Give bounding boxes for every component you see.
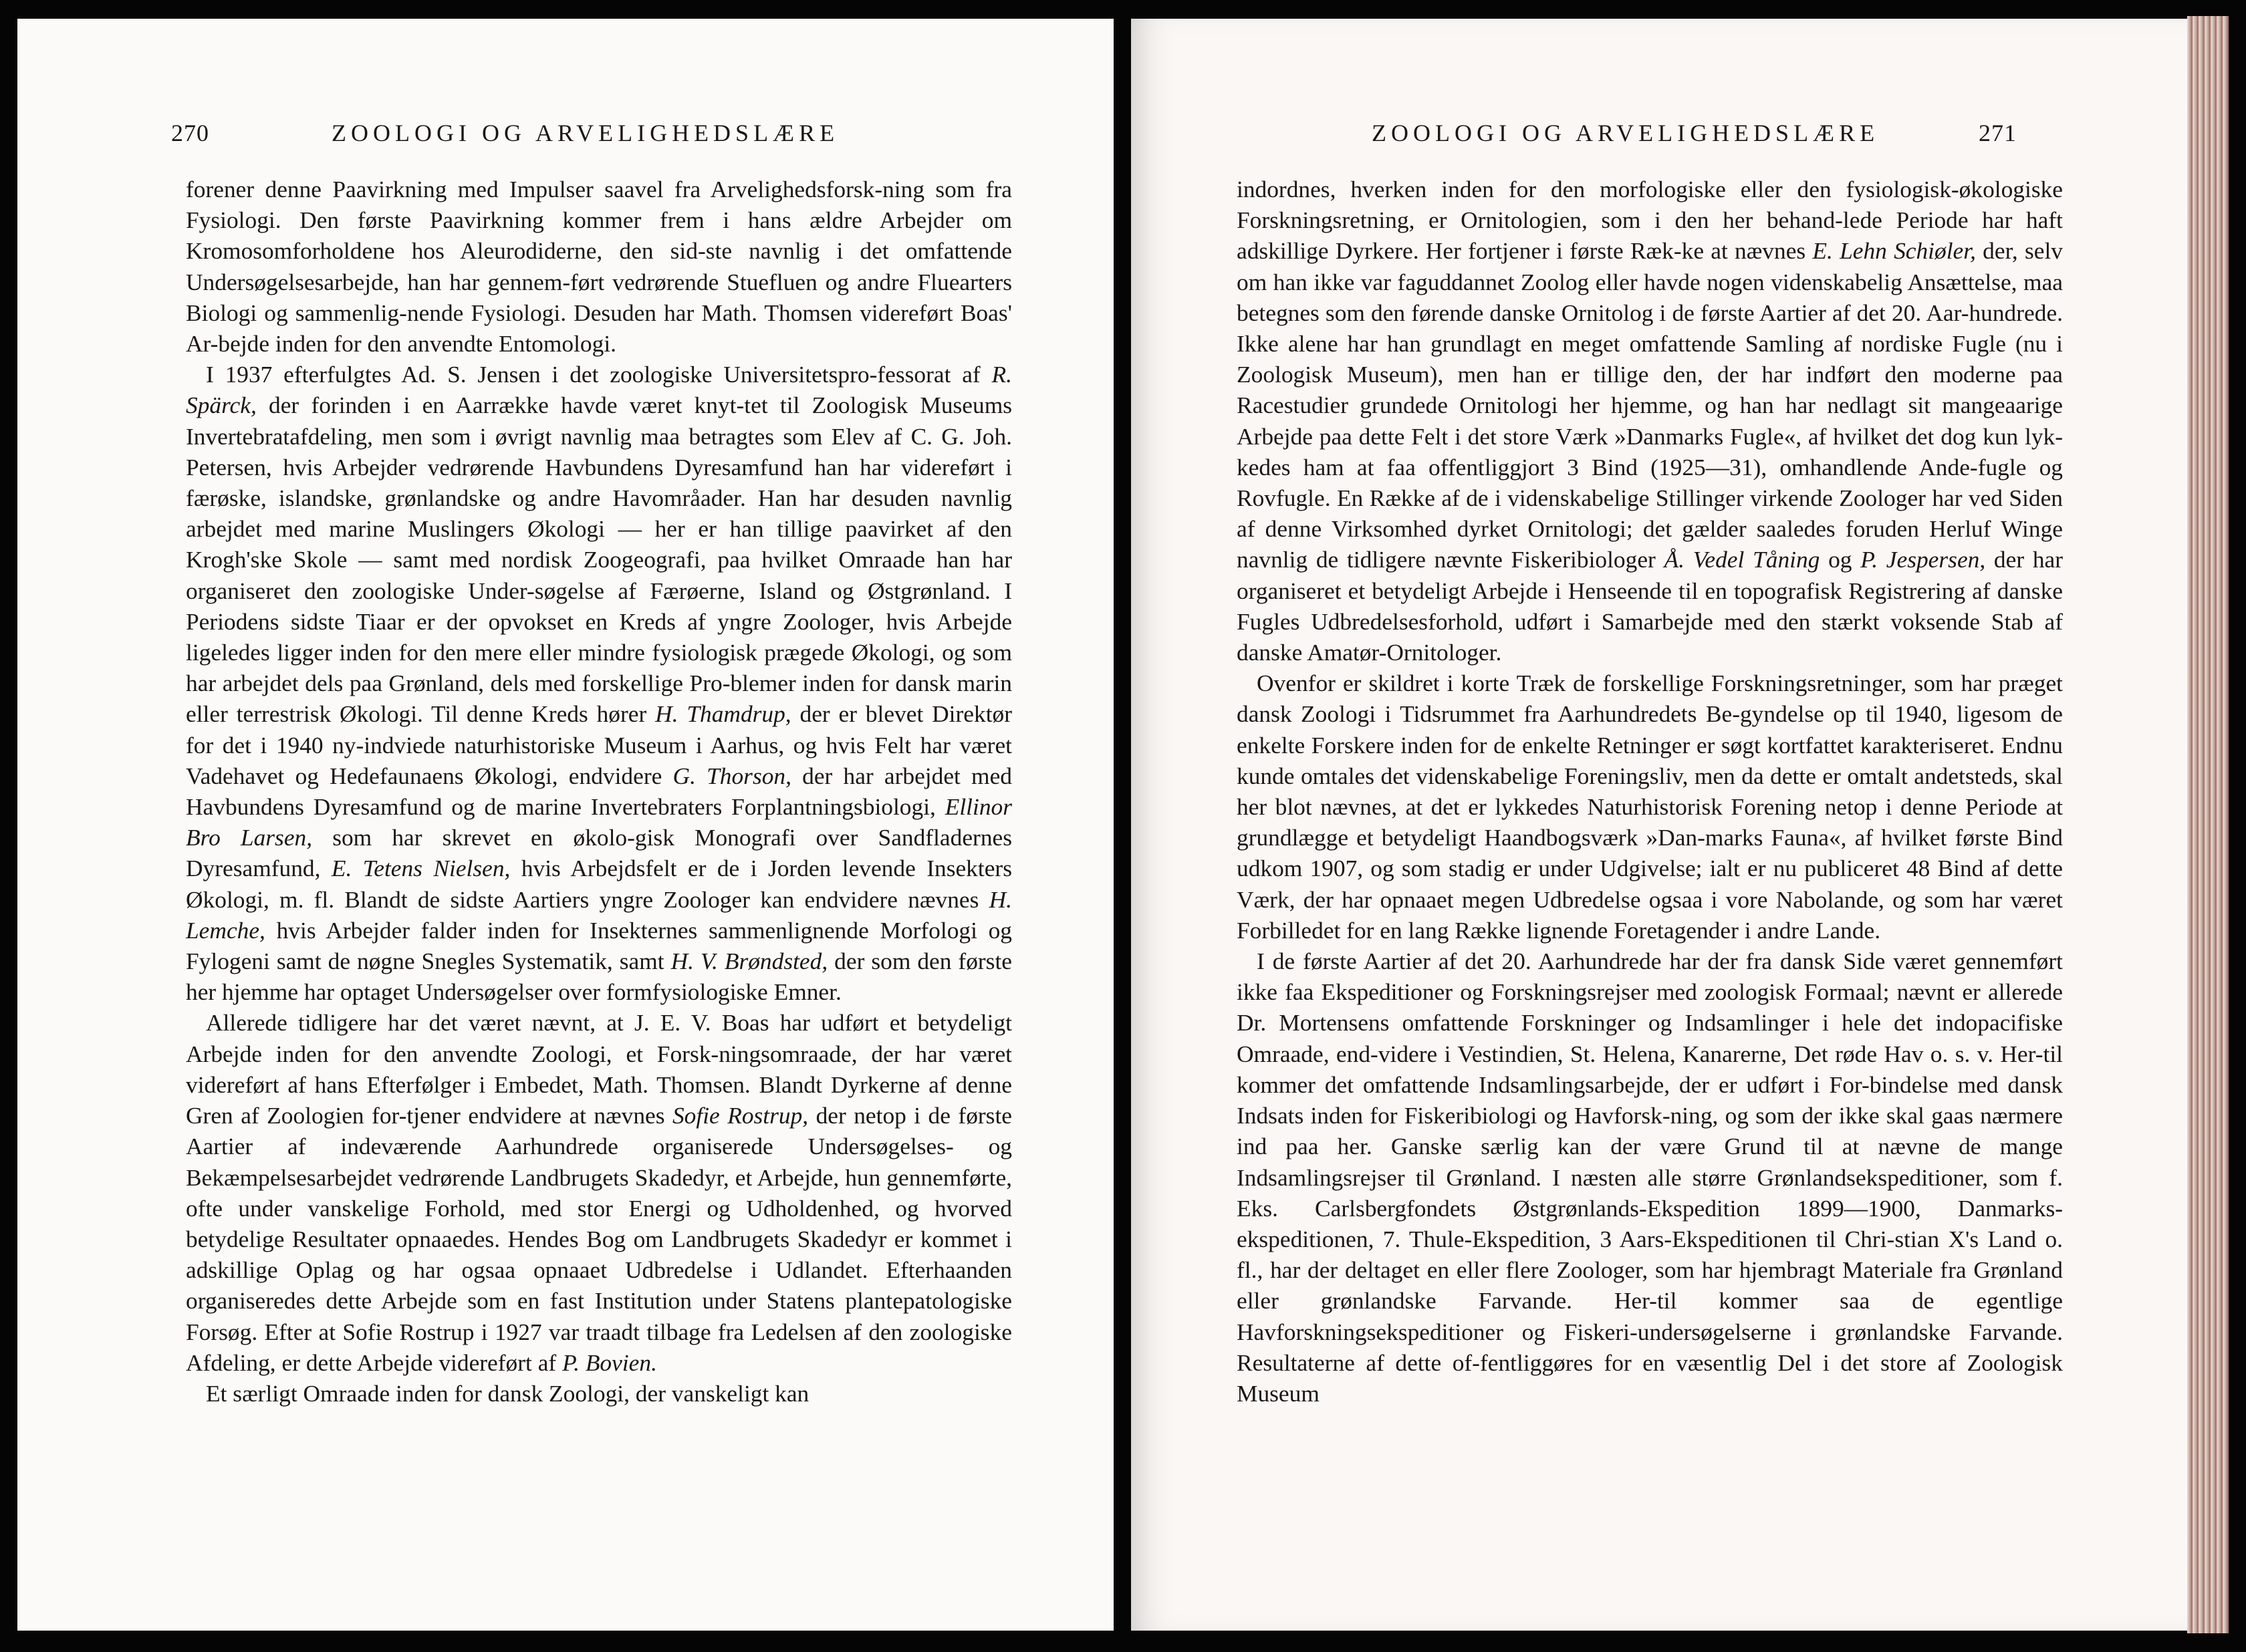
paragraph — [186, 359, 1012, 1007]
left-body-text — [186, 174, 1012, 1409]
text-run: der som den første her hjemme har optaget Undersøgelser over formfysiologiske Emner. — [186, 948, 1012, 1006]
italic-name: H. Thamdrup, — [655, 700, 791, 728]
italic-name: Å. Vedel Tåning — [1664, 546, 1820, 573]
left-running-title: ZOOLOGI OG ARVELIGHEDSLÆRE — [332, 120, 840, 146]
paragraph — [186, 1378, 1012, 1409]
italic-name: P. Jespersen, — [1860, 546, 1986, 573]
text-run: som har skrevet en økolo-gisk Monografi over Sandfladernes Dyresamfund, — [186, 824, 1012, 882]
right-page-number: 271 — [1979, 120, 2017, 146]
text-run: der forinden i en Aarrække havde været knyt-tet til Zoologisk Museums Invertebratafdeling, men som i øvrigt navnlig maa betragtes som Elev af C. G. Joh. Petersen, hvis Arbejder vedrørende Havbundens Dyresamfund han har videreført i færøske, islandske, grønlandske og andre Havområader. Han har desuden navnlig arbejdet med marine Muslingers Økologi — her er han tillige paavirket af den Krogh'ske Skole — samt med nordisk Zoogeografi, paa hvilket Omraade han har organiseret den zoologiske Under-søgelse af Færøerne, Island og Østgrønland. I Periodens sidste Tiaar er der opvokset en Kreds af yngre Zoologer, hvis Arbejde ligeledes ligger inden for den mere eller mindre fysiologisk prægede Økologi, og som har arbejdet dels paa Grønland, dels med forskellige Pro-blemer inden for dansk marin eller terrestrisk Økologi. Til denne Kreds hører — [186, 392, 1012, 728]
italic-name: Ellinor Bro Larsen, — [186, 793, 1012, 851]
italic-name: P. Bovien. — [562, 1349, 657, 1376]
paragraph — [1237, 946, 2063, 1409]
text-run: der har organiseret et betydeligt Arbejde i Henseende til en topografisk Registrering af danske Fugles Udbredelsesforhold, udført i Samarbejde med den stærkt voksende Stab af danske Amatør-Ornitologer. — [1237, 546, 2064, 666]
italic-name: G. Thorson, — [672, 762, 791, 789]
text-run: Et særligt Omraade inden for dansk Zoologi, der vanskeligt kan — [206, 1379, 809, 1407]
paragraph — [1237, 174, 2063, 668]
text-run: I 1937 efterfulgtes Ad. S. Jensen i det zoologiske Universitetspro-fessorat af — [206, 361, 992, 388]
text-run: der netop i de første Aartier af indeværende Aarhundrede organiserede Undersøgelses- og Bekæmpelsesarbejdet vedrørende Landbrugets Skadedyr, et Arbejde, hun gennemførte, ofte under vanskelige Forhold, med stor Energi og Udholdenhed, og hvorved betydelige Resultater opnaaedes. Hendes Bog om Landbrugets Skadedyr er kommet i adskillige Oplag og har ogsaa opnaaet Udbredelse i Udlandet. Efterhaanden organiseredes dette Arbejde som en fast Institution under Statens plantepatologiske Forsøg. Efter at Sofie Rostrup i 1927 var traadt tilbage fra Ledelsen af den zoologiske Afdeling, er dette Arbejde videreført af — [186, 1102, 1012, 1376]
italic-name: E. Lehn Schiøler, — [1812, 237, 1976, 265]
text-run: der, selv om han ikke var faguddannet Zoolog eller havde nogen videnskabelig Ansættelse, maa betegnes som den førende danske Ornitolog i de første Aartier af det 20. Aar-hundrede. Ikke alene har han grundlagt en meget omfattende Samling af nordiske Fugle (nu i Zoologisk Museum), men han er tillige den, der har indført den moderne paa Racestudier grundede Ornitologi her hjemme, og han har nedlagt sit mangeaarige Arbejde paa dette Felt i det store Værk »Danmarks Fugle«, af hvilket det dog kun lyk-kedes ham at faa offentliggjort 3 Bind (1925—31), omhandlende Ande-fugle og Rovfugle. En Række af de i videnskabelige Stillinger virkende Zoologer har ved Siden af denne Virksomhed dyrket Ornitologi; det gælder saaledes foruden Herluf Winge navnlig de tidligere nævnte Fiskeribiologer — [1237, 237, 2064, 573]
text-run: hvis Arbejdsfelt er de i Jorden levende Insekters Økologi, m. fl. Blandt de sidste Aartiers yngre Zoologer kan endvidere nævnes — [186, 855, 1012, 913]
text-run: indordnes, hverken inden for den morfologiske eller den fysiologisk-økologiske Forskningsretning, er Ornitologien, som i den her behand-lede Periode har haft adskillige Dyrkere. Her fortjener i første Ræk-ke at nævnes — [1237, 176, 2063, 265]
left-page-number: 270 — [171, 120, 209, 146]
text-run: og — [1820, 546, 1861, 573]
book-fore-edge — [2187, 16, 2229, 1633]
italic-name: R. Spärck, — [186, 361, 1012, 419]
paragraph — [186, 174, 1012, 359]
paragraph — [1237, 668, 2063, 946]
text-run: Ovenfor er skildret i korte Træk de forskellige Forskningsretninger, som har præget dansk Zoologi i Tidsrummet fra Aarhundredets Be-gyndelse op til 1940, ligesom de enkelte Forskere inden for de enkelte Retninger er søgt kortfattet karakteriseret. Endnu kunde omtales det videnskabelige Foreningsliv, men da dette er omtalt andetsteds, skal her blot nævnes, at det er lykkedes Naturhistorisk Forening netop i denne Periode at grundlægge et betydeligt Haandbogsværk »Dan-marks Fauna«, af hvilket første Bind udkom 1907, og som stadig er under Udgivelse; ialt er nu publiceret 48 Bind af dette Værk, der har opnaaet megen Udbredelse ogsaa i vore Nabolande, og som har været Forbilledet for en lang Række lignende Foretagender i andre Lande. — [1237, 670, 2063, 944]
right-running-title: ZOOLOGI OG ARVELIGHEDSLÆRE — [1372, 120, 1880, 146]
paragraph — [186, 1007, 1012, 1377]
text-run: der har arbejdet med Havbundens Dyresamfund og de marine Invertebraters Forplantningsbiologi, — [186, 762, 1012, 821]
text-run: hvis Arbejder falder inden for Insekternes sammenlignende Morfologi og Fylogeni samt de nøgne Snegles Systematik, samt — [186, 916, 1012, 975]
right-page — [1131, 19, 2187, 1631]
italic-name: Sofie Rostrup, — [672, 1102, 809, 1129]
left-page — [17, 19, 1114, 1631]
italic-name: H. Lemche, — [186, 885, 1012, 944]
right-body-text — [1237, 174, 2063, 1409]
text-run: Allerede tidligere har det været nævnt, at J. E. V. Boas har udført et betydeligt Arbejde inden for den anvendte Zoologi, et Forsk-ningsomraade, der har været videreført af hans Efterfølger i Embedet, Math. Thomsen. Blandt Dyrkerne af denne Gren af Zoologien for-tjener endvidere at nævnes — [186, 1009, 1012, 1129]
italic-name: E. Tetens Nielsen, — [331, 855, 511, 882]
text-run: der er blevet Direktør for det i 1940 ny-indviede naturhistoriske Museum i Aarhus, og hvis Felt har været Vadehavet og Hedefaunaens Økologi, endvidere — [186, 700, 1013, 789]
text-run: forener denne Paavirkning med Impulser saavel fra Arvelighedsforsk-ning som fra Fysiologi. Den første Paavirkning kommer frem i hans ældre Arbejder om Kromosomforholdene hos Aleurodiderne, den sid-ste navnlig i det omfattende Undersøgelsesarbejde, han har gennem-ført vedrørende Stuefluen og andre Fluearters Biologi og sammenlig-nende Fysiologi. Desuden har Math. Thomsen videreført Boas' Ar-bejde inden for den anvendte Entomologi. — [186, 176, 1012, 358]
italic-name: H. V. Brøndsted, — [670, 948, 828, 975]
text-run: I de første Aartier af det 20. Aarhundrede har der fra dansk Side været gennemført ikke faa Ekspeditioner og Forskningsrejser med zoologisk Formaal; nævnt er allerede Dr. Mortensens omfattende Forskninger og Indsamlinger i hele det indopacifiske Omraade, end-videre i Vestindien, St. Helena, Kanarerne, Det røde Hav o. s. v. Her-til kommer det omfattende Indsamlingsarbejde, der er udført i For-bindelse med dansk Indsats inden for Fiskeribiologi og Havforsk-ning, og som der ikke skal gaas nærmere ind paa her. Ganske særlig kan der være Grund til at nævne de mange Indsamlingsrejser til Grønland. I næsten alle større Grønlandsekspeditioner, som f. Eks. Carlsbergfondets Østgrønlands-Ekspedition 1899—1900, Danmarks-ekspeditionen, 7. Thule-Ekspedition, 3 Aars-Ekspeditionen til Chri-stian X's Land o. fl., har der deltaget en eller flere Zoologer, som har hjembragt Materiale fra Grønland eller grønlandske Farvande. Her-til kommer saa de egentlige Havforskningsekspeditioner og Fiskeri-undersøgelserne i grønlandske Farvande. Resultaterne af dette of-fentliggøres for en væsentlig Del i det store af Zoologisk Museum — [1237, 948, 2063, 1407]
